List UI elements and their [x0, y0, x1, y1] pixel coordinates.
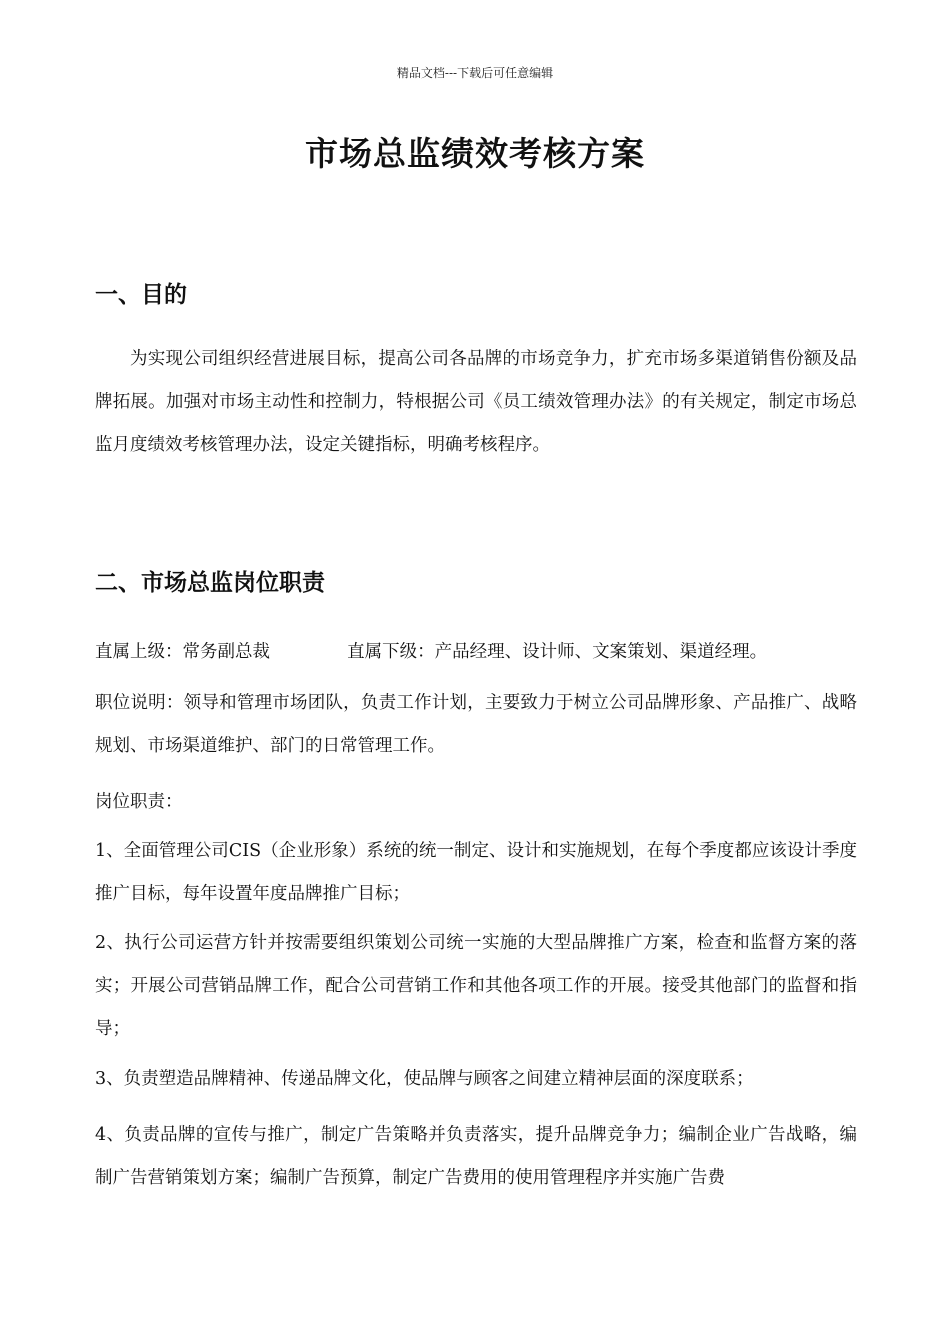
page-header-note: 精品文档---下载后可任意编辑	[396, 66, 554, 80]
reporting-line	[95, 638, 767, 663]
duty-item-2: 2、执行公司运营方针并按需要组织策划公司统一实施的大型品牌推广方案，检查和监督方案的落实；开展公司营销品牌工作，配合公司营销工作和其他各项工作的开展。接受其他部门的监督和指导；	[95, 933, 857, 1039]
position-description: 职位说明：领导和管理市场团队，负责工作计划，主要致力于树立公司品牌形象、产品推广、战略规划、市场渠道维护、部门的日常管理工作。	[95, 693, 857, 756]
purpose-paragraph: 为实现公司组织经营进展目标，提高公司各品牌的市场竞争力，扩充市场多渠道销售份额及品牌拓展。加强对市场主动性和控制力，特根据公司《员工绩效管理办法》的有关规定，制定市场总监月度绩效考核管理办法，设定关键指标，明确考核程序。	[95, 349, 857, 455]
section-heading-duties: 二、市场总监岗位职责	[95, 570, 325, 596]
duty-item-3: 3、负责塑造品牌精神、传递品牌文化，使品牌与顾客之间建立精神层面的深度联系；	[95, 1069, 754, 1089]
document-title: 市场总监绩效考核方案	[305, 134, 645, 173]
duty-item-1: 1、全面管理公司CIS（企业形象）系统的统一制定、设计和实施规划，在每个季度都应该设计季度推广目标，每年设置年度品牌推广目标；	[95, 841, 857, 904]
duties-label: 岗位职责：	[95, 792, 183, 812]
duty-item-4: 4、负责品牌的宣传与推广，制定广告策略并负责落实，提升品牌竞争力；编制企业广告战略，编制广告营销策划方案；编制广告预算，制定广告费用的使用管理程序并实施广告费	[95, 1125, 857, 1188]
direct-superior: 直属上级：常务副总裁	[95, 642, 270, 662]
direct-subordinates: 直属下级：产品经理、设计师、文案策划、渠道经理。	[347, 642, 768, 662]
section-heading-purpose: 一、目的	[95, 282, 187, 308]
